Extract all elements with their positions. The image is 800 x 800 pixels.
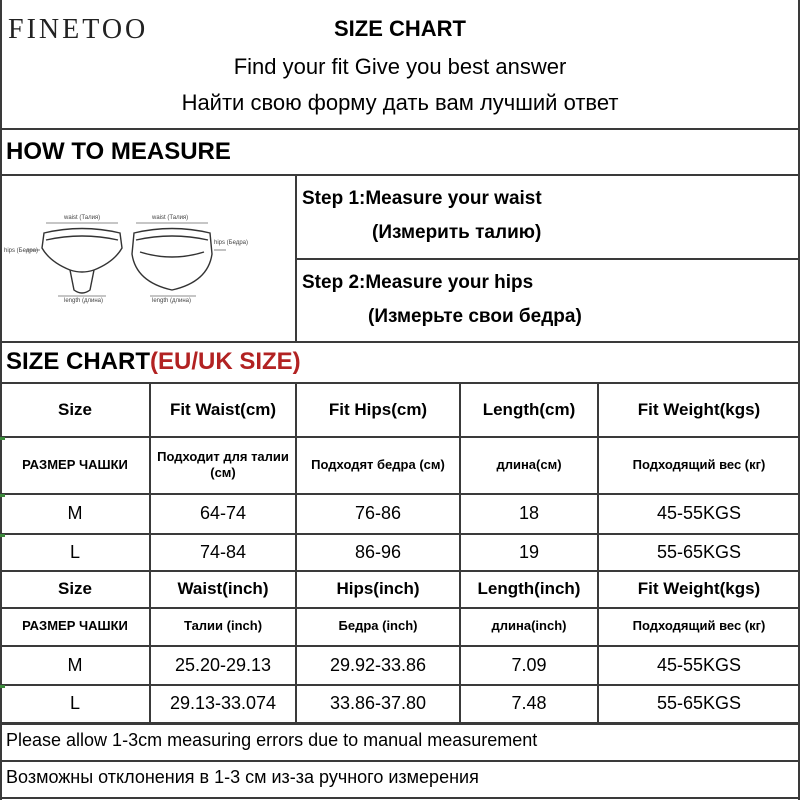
header-row-cell: Fit Waist(cm) — [169, 399, 277, 419]
table-row-cell: 86-96 — [354, 541, 402, 562]
step1-title: Step 1:Measure your waist — [302, 188, 542, 209]
table-row-cell: 25.20-29.13 — [174, 654, 272, 675]
brand-logo: FINETOO — [8, 14, 149, 45]
tagline-en: Find your fit Give you best answer — [233, 54, 567, 79]
table-row-cell: L — [69, 541, 80, 562]
table-column-divider — [597, 383, 599, 723]
subheader-row-cell: Подходит для талии (см) — [157, 448, 289, 480]
table-row-cell: 45-55KGS — [656, 503, 742, 524]
header-row-cell: Fit Weight(kgs) — [637, 579, 761, 599]
header-row-cell: Fit Hips(cm) — [328, 399, 428, 419]
table-row-cell: 45-55KGS — [656, 654, 742, 675]
table-row-cell: 64-74 — [199, 503, 247, 524]
header-row-cell: Fit Weight(kgs) — [637, 399, 761, 419]
header-row-cell: Length(cm) — [482, 399, 576, 419]
page-title: SIZE CHART — [334, 16, 466, 41]
waist-label-front: waist (Талия) — [64, 215, 101, 221]
table-row-cell: 29.92-33.86 — [329, 654, 427, 675]
subheader-row-cell: РАЗМЕР ЧАШКИ — [22, 618, 128, 634]
table-row-cell: 74-84 — [199, 541, 247, 562]
how-to-measure-heading: HOW TO MEASURE — [6, 138, 231, 165]
cell-comment-marker — [0, 494, 5, 497]
note-en: Please allow 1-3cm measuring errors due to manual measurement — [6, 730, 538, 750]
tagline-ru: Найти свою форму дать вам лучший ответ — [181, 90, 619, 115]
subheader-row-cell: длина(inch) — [491, 618, 567, 634]
subheader-row-cell: Талии (inch) — [183, 618, 263, 634]
divider — [0, 341, 800, 343]
step2-title: Step 2:Measure your hips — [302, 272, 534, 293]
length-label-back: length (длина) — [152, 298, 192, 304]
divider — [296, 258, 800, 260]
table-row-cell: 19 — [518, 541, 540, 562]
table-row-cell: M — [67, 654, 83, 675]
hips-label-front: hips (Бедра) — [4, 248, 38, 254]
divider — [0, 723, 800, 725]
subheader-row-cell: РАЗМЕР ЧАШКИ — [22, 456, 128, 472]
panties-back-illustration — [132, 229, 212, 291]
size-chart-heading-text: SIZE CHART — [6, 348, 150, 375]
cell-comment-marker — [0, 534, 5, 537]
cell-comment-marker — [0, 437, 5, 440]
subheader-row-cell: Подходящий вес (кг) — [632, 618, 766, 634]
cell-comment-marker — [0, 685, 5, 688]
step2-subtitle: (Измерьте свои бедра) — [368, 306, 582, 327]
subheader-row-cell: Подходят бедра (см) — [311, 456, 445, 472]
table-row-cell: 33.86-37.80 — [329, 693, 427, 714]
table-row-cell: 76-86 — [354, 503, 402, 524]
divider — [0, 760, 800, 762]
subheader-row-cell: Подходящий вес (кг) — [632, 456, 766, 472]
divider — [0, 128, 800, 130]
size-chart-heading-highlight: (EU/UK SIZE) — [150, 348, 301, 375]
table-row-cell: 55-65KGS — [656, 541, 742, 562]
panties-front-illustration — [42, 229, 122, 294]
note-ru: Возможны отклонения в 1-3 см из-за ручного измерения — [6, 767, 479, 787]
subheader-row-cell: длина(см) — [496, 456, 562, 472]
divider — [0, 797, 800, 799]
waist-label-back: waist (Талия) — [152, 215, 189, 221]
header-row-cell: Size — [57, 579, 93, 599]
table-row-cell: 18 — [518, 503, 540, 524]
table-row-cell: 7.48 — [511, 693, 547, 714]
header-row-cell: Hips(inch) — [336, 579, 420, 599]
hips-label-back: hips (Бедра) — [214, 240, 248, 246]
measure-diagram — [2, 178, 294, 338]
table-row-cell: 7.09 — [511, 654, 547, 675]
size-chart-heading — [6, 348, 301, 376]
header-row-cell: Length(inch) — [477, 579, 581, 599]
table-column-divider — [149, 383, 151, 723]
table-column-divider — [459, 383, 461, 723]
table-row-cell: 55-65KGS — [656, 693, 742, 714]
table-row-cell: M — [67, 503, 83, 524]
table-column-divider — [295, 383, 297, 723]
header-row-cell: Waist(inch) — [177, 579, 269, 599]
divider — [0, 174, 800, 176]
table-row-cell: 29.13-33.074 — [169, 693, 277, 714]
length-label-front: length (длина) — [64, 298, 104, 304]
step1-subtitle: (Измерить талию) — [372, 222, 542, 243]
table-row-cell: L — [69, 693, 80, 714]
subheader-row-cell: Бедра (inch) — [338, 618, 418, 634]
header-row-cell: Size — [57, 399, 93, 419]
